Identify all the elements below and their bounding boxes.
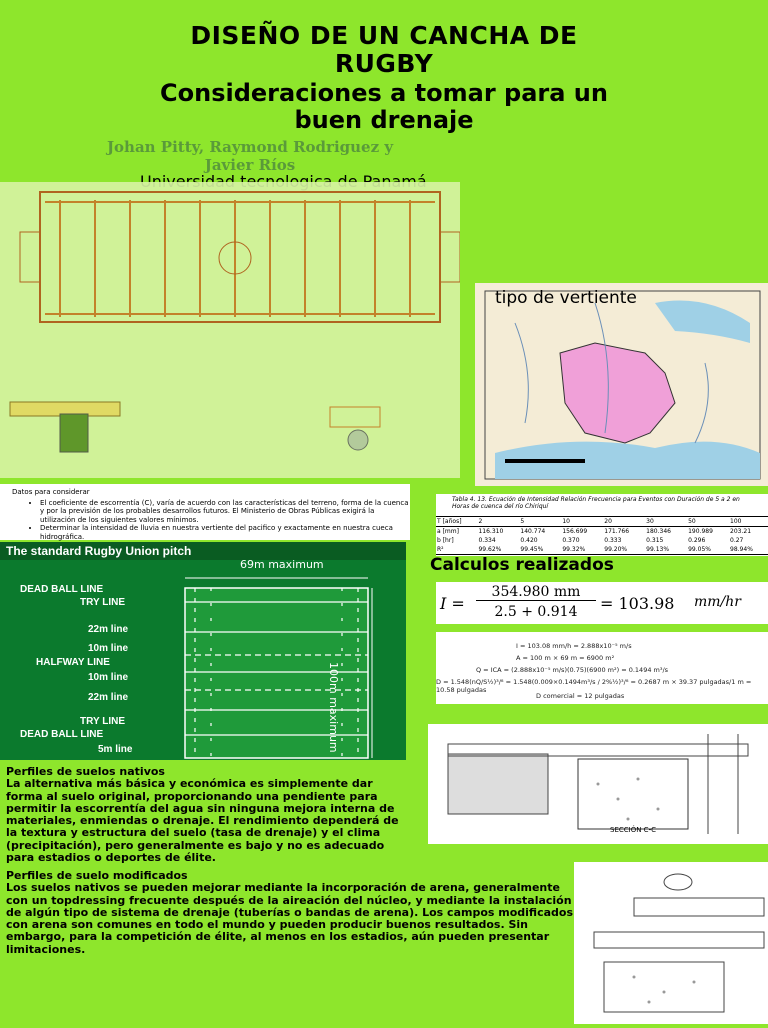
intensity-table	[436, 516, 768, 555]
datos-item: • El coeficiente de escorrentía (C), varía de acuerdo con las características del terreno, forma de la cuenca y por la previsión de los probables desarrollos futuros. El Ministerio de Obras Públicas exigirá la utilización de los siguientes valores mínimos.	[40, 499, 410, 525]
pitch-line-label: DEAD BALL LINE	[20, 584, 104, 595]
text-modified-soils	[6, 870, 578, 956]
pitch-title: The standard Rugby Union pitch	[0, 542, 406, 560]
pitch-line-label: TRY LINE	[80, 597, 126, 608]
formula-lhs: I =	[440, 594, 465, 613]
pitch-line-label: 5m line	[98, 744, 133, 755]
pitch-length-label: 100m maximum	[327, 662, 340, 753]
table-header: 30	[646, 518, 654, 525]
poster-title	[0, 22, 768, 78]
table-cell: 98.94%	[730, 546, 753, 553]
table-cell: 99.62%	[478, 546, 502, 553]
table-header: 50	[688, 518, 696, 525]
table-cell: 0.420	[520, 537, 538, 544]
calculos-title: Calculos realizados	[430, 555, 614, 575]
text-native-soils	[6, 766, 406, 864]
section-body: Los suelos nativos se pueden mejorar mediante la incorporación de arena, generalmente con un topdressing frecuente después de la aireación del núcleo, y mediante la instalación de algún tipo de sistema de drenaje (tuberías o bandas de arena). Los campos modificados con arena son comunes en todo el mundo y pueden producir buenos resultados. Sin embargo, para la competición de élite, al menos en los estadios, aún pueden presentar limitaciones.	[6, 881, 574, 956]
pitch-line-label: DEAD BALL LINE	[20, 729, 104, 740]
table-caption: Tabla 4. 13. Ecuación de Intensidad Relación Frecuencia para Eventos con Duración de 5 a 2 en Horas de cuenca del río Chiriquí	[452, 496, 740, 510]
datos-item: • Determinar la intensidad de lluvia en nuestra vertiente del pacifico y exactamente en nuestra cueca hidrográfica.	[40, 524, 410, 541]
table-header: 100	[730, 518, 742, 525]
authors	[30, 138, 470, 174]
section-title: Perfiles de suelo modificados	[6, 869, 188, 882]
intensity-formula	[436, 582, 768, 624]
table-header: 20	[604, 518, 612, 525]
drain-detail-drawing	[574, 862, 768, 1024]
table-cell: a [mm]	[437, 528, 459, 535]
table-header: 2	[478, 518, 483, 525]
authors-line-1: Johan Pitty, Raymond Rodriguez y	[106, 138, 394, 156]
calc-line: Q = ICA = (2.888x10⁻⁵ m/s)(0.75)(6900 m²) = 0.1494 m³/s	[476, 666, 669, 674]
table-cell: 99.32%	[562, 546, 586, 553]
table-row	[436, 536, 768, 545]
drain-section-drawing	[428, 724, 768, 844]
section-title: Perfiles de suelos nativos	[6, 765, 165, 778]
title-line-2: RUGBY	[334, 49, 434, 78]
formula-numerator: 354.980 mm	[476, 584, 596, 601]
table-cell: 180.346	[646, 528, 671, 535]
table-cell: 0.315	[646, 537, 664, 544]
table-header: 5	[520, 518, 525, 525]
calc-line: I = 103.08 mm/h = 2.888x10⁻⁵ m/s	[516, 642, 632, 650]
field-plan-drawing	[0, 182, 460, 478]
calc-line: A = 100 m × 69 m = 6900 m²	[516, 654, 615, 662]
table-cell: 156.699	[562, 528, 588, 535]
formula-denominator: 2.5 + 0.914	[494, 604, 578, 620]
table-cell: 171.766	[604, 528, 630, 535]
title-line-1: DISEÑO DE UN CANCHA DE	[190, 21, 578, 50]
pitch-width-label: 69m maximum	[240, 558, 324, 571]
table-row	[436, 527, 768, 537]
table-cell: 0.333	[604, 537, 622, 544]
table-cell: R²	[437, 546, 444, 553]
table-cell: 0.334	[478, 537, 496, 544]
table-cell: 0.27	[730, 537, 744, 544]
watershed-map	[475, 283, 768, 486]
pitch-line-label: 22m line	[88, 624, 129, 635]
calc-line: D = 1.548(nQ/S½)³/⁸ = 1.548(0.009×0.1494m³/s / 2%½)³/⁸ = 0.2687 m × 39.37 pulgadas/1 m = 10.58 pulgadas	[436, 678, 752, 694]
pitch-line-label: 22m line	[88, 692, 129, 703]
authors-line-2: Javier Ríos	[204, 156, 296, 174]
table-cell: 99.20%	[604, 546, 628, 553]
map-label: tipo de vertiente	[495, 288, 637, 308]
table-cell: 116.310	[478, 528, 504, 535]
intensity-table-panel	[436, 494, 768, 556]
section-label: SECCIÓN C-C	[610, 826, 656, 834]
table-cell: b [hr]	[437, 537, 454, 544]
datos-panel	[0, 484, 410, 540]
table-header: 10	[562, 518, 570, 525]
table-header: T [años]	[437, 518, 462, 525]
calc-line: D comercial = 12 pulgadas	[536, 692, 625, 700]
table-cell: 140.774	[520, 528, 546, 535]
subtitle-line-1: Consideraciones a tomar para un	[160, 79, 608, 107]
table-cell: 0.296	[688, 537, 706, 544]
table-cell: 99.13%	[646, 546, 670, 553]
calculation-steps	[436, 632, 768, 704]
section-body: La alternativa más básica y económica es simplemente dar forma al suelo original, proporcionando una pendiente para permitir la escorrentía del agua sin ninguna mejora interna de materiales, enmiendas o drenaje. El rendimiento dependerá de la textura y estructura del suelo (tasa de drenaje) y el clima (precipitación), pero generalmente es bajo y no es adecuado para estadios o deportes de élite.	[6, 777, 399, 865]
table-cell: 190.989	[688, 528, 713, 535]
datos-heading: Datos para considerar	[12, 488, 90, 496]
pitch-line-label: 10m line	[88, 672, 129, 683]
formula-unit: mm/hr	[694, 594, 741, 610]
pitch-line-label: TRY LINE	[80, 716, 126, 727]
pitch-line-label: HALFWAY LINE	[36, 657, 110, 668]
poster-subtitle	[0, 80, 768, 134]
rugby-pitch-diagram	[0, 542, 406, 760]
table-row	[436, 545, 768, 555]
formula-result: = 103.98	[600, 594, 675, 613]
table-cell: 99.45%	[520, 546, 544, 553]
table-cell: 203.21	[730, 528, 752, 535]
subtitle-line-2: buen drenaje	[294, 106, 474, 134]
table-cell: 0.370	[562, 537, 580, 544]
table-cell: 99.05%	[688, 546, 711, 553]
pitch-line-label: 10m line	[88, 643, 129, 654]
